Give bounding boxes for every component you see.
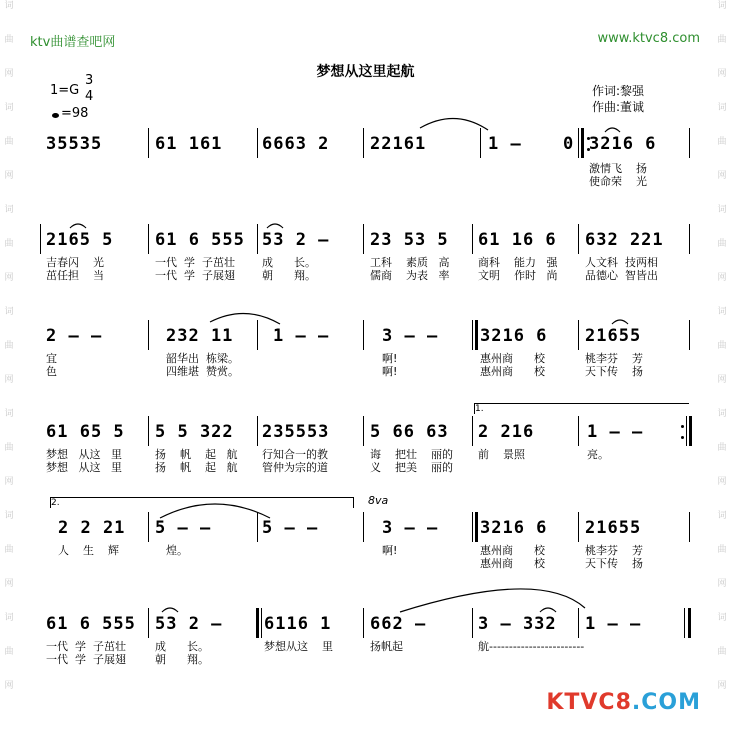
watermark-char: 曲 [717, 137, 727, 147]
measure: 61 65 5 [46, 422, 125, 442]
measure: 5 — — [155, 518, 212, 538]
watermark-char: 词 [4, 1, 14, 11]
slur [70, 224, 86, 228]
lyric: 扬 帆 起 航 扬 帆 起 航 [155, 448, 238, 474]
song-title: 梦想从这里起航 [316, 64, 415, 80]
watermark-char: 曲 [717, 647, 727, 657]
lyric: 韶华出 栋梁。 四维堪 赞赏。 [166, 352, 239, 378]
slur [420, 118, 488, 130]
watermark-char: 词 [717, 409, 727, 419]
lyric: 人 生 辉 [58, 544, 119, 557]
measure: 0 [563, 134, 575, 154]
lyric: 激情飞 扬 使命荣 光 [589, 162, 647, 188]
lyricist-credit: 作词:黎强 [592, 84, 645, 98]
measure: 23 53 5 [370, 230, 449, 250]
lyric: 成 长。 朝 翔。 [155, 640, 209, 666]
watermark-char: 曲 [717, 443, 727, 453]
ottava-mark: 8va [368, 494, 389, 507]
key-signature: 1=G [50, 83, 80, 98]
watermark-char: 网 [4, 273, 14, 283]
watermark-char: 曲 [717, 35, 727, 45]
measure: 1 — — [273, 326, 330, 346]
watermark-char: 词 [717, 613, 727, 623]
lyric: 一代 学 子茁壮 一代 学 子展翅 [155, 256, 235, 282]
lyric: 煌。 [166, 544, 188, 557]
watermark-char: 词 [4, 103, 14, 113]
watermark-char: 曲 [4, 647, 14, 657]
slur [540, 608, 556, 612]
lyric: 啊! 啊! [382, 352, 398, 378]
measure: 232 11 [166, 326, 234, 346]
watermark-char: 网 [717, 579, 727, 589]
measure: 21655 [585, 518, 642, 538]
measure: 21655 [585, 326, 642, 346]
measure: 5 — — [262, 518, 319, 538]
lyric: 成 长。 朝 翔。 [262, 256, 316, 282]
slur [267, 224, 283, 228]
measure: 2 — — [46, 326, 103, 346]
logo-text: KTVC8 [546, 690, 632, 715]
slur [162, 608, 178, 612]
lyric: 惠州商 校 惠州商 校 [480, 544, 545, 570]
measure: 22161 [370, 134, 427, 154]
lyric: 诲 把壮 丽的 义 把美 丽的 [370, 448, 453, 474]
measure: 3216 6 [480, 518, 548, 538]
watermark-char: 网 [717, 171, 727, 181]
measure: 3 — — [382, 518, 439, 538]
slur [612, 320, 628, 324]
watermark-char: 网 [717, 681, 727, 691]
time-signature-bottom: 4 [85, 89, 94, 104]
lyric: 吉春闪 光 茁任担 当 [46, 256, 104, 282]
measure: 2 2 21 [58, 518, 126, 538]
lyric: 扬帆起 [370, 640, 403, 653]
watermark-char: 网 [717, 273, 727, 283]
slur [160, 504, 270, 518]
watermark-char: 网 [717, 69, 727, 79]
volta-number: 1. [475, 404, 484, 414]
watermark-char: 曲 [717, 341, 727, 351]
watermark-char: 曲 [4, 137, 14, 147]
lyric: 桃李芬 芳 天下传 扬 [585, 544, 643, 570]
lyric: 梦想 从这 里 梦想 从这 里 [46, 448, 122, 474]
watermark-char: 词 [4, 205, 14, 215]
measure: 53 2 — [155, 614, 223, 634]
lyric: 工科 素质 高 儒商 为表 率 [370, 256, 450, 282]
measure: 632 221 [585, 230, 664, 250]
watermark-char: 词 [717, 307, 727, 317]
watermark-char: 网 [4, 579, 14, 589]
lyric: 宜 色 [46, 352, 57, 378]
measure: 235553 [262, 422, 330, 442]
lyric: 梦想从这 里 [264, 640, 333, 653]
measure: 6116 1 [264, 614, 332, 634]
measure: 1 — [488, 134, 522, 154]
slur [210, 313, 280, 324]
measure: 2165 5 [46, 230, 114, 250]
measure: 61 6 555 [155, 230, 245, 250]
watermark-char: 词 [4, 511, 14, 521]
watermark-char: 网 [4, 477, 14, 487]
measure: 3 — — [382, 326, 439, 346]
measure: 1 — — [585, 614, 642, 634]
lyric: 一代 学 子茁壮 一代 学 子展翅 [46, 640, 126, 666]
watermark-char: 网 [717, 477, 727, 487]
measure: 35535 [46, 134, 103, 154]
watermark-char: 网 [4, 375, 14, 385]
slur [400, 589, 585, 612]
watermark-char: 网 [4, 69, 14, 79]
lyric: 商科 能力 强 文明 作时 尚 [478, 256, 558, 282]
measure: 61 16 6 [478, 230, 557, 250]
watermark-char: 曲 [717, 239, 727, 249]
measure: 5 5 322 [155, 422, 234, 442]
measure: 53 2 — [262, 230, 330, 250]
watermark-char: 词 [4, 307, 14, 317]
measure: 3 — 332 [478, 614, 557, 634]
measure: 5 66 63 [370, 422, 449, 442]
watermark-char: 曲 [4, 443, 14, 453]
watermark-char: 词 [4, 613, 14, 623]
measure: 6663 2 [262, 134, 330, 154]
measure: 2 216 [478, 422, 535, 442]
measure: 3216 6 [589, 134, 657, 154]
watermark-char: 词 [717, 511, 727, 521]
composer-credit: 作曲:董诚 [592, 100, 645, 114]
watermark-char: 网 [4, 681, 14, 691]
watermark-char: 词 [717, 205, 727, 215]
measure: 1 — — [587, 422, 644, 442]
lyric: 啊! [382, 544, 398, 557]
watermark-char: 网 [717, 375, 727, 385]
watermark-char: 词 [4, 409, 14, 419]
measure: 662 — [370, 614, 427, 634]
watermark-char: 网 [4, 171, 14, 181]
site-url: www.ktvc8.com [597, 31, 700, 46]
slur [605, 128, 620, 132]
lyric: 航------------------------ [478, 640, 585, 653]
logo-suffix: .COM [631, 690, 701, 715]
lyric: 前 景照 [478, 448, 525, 461]
lyric: 惠州商 校 惠州商 校 [480, 352, 545, 378]
watermark-char: 词 [717, 1, 727, 11]
watermark-char: 曲 [717, 545, 727, 555]
measure: 61 6 555 [46, 614, 136, 634]
volta-number: 2. [51, 498, 60, 508]
watermark-char: 曲 [4, 239, 14, 249]
measure: 3216 6 [480, 326, 548, 346]
watermark-char: 曲 [4, 341, 14, 351]
ktvc8-logo [546, 690, 701, 715]
watermark-char: 曲 [4, 35, 14, 45]
lyric: 行知合一的教 管仲为宗的道 [262, 448, 328, 474]
watermark-char: 曲 [4, 545, 14, 555]
lyric: 桃李芬 芳 天下传 扬 [585, 352, 643, 378]
tempo-value: =98 [61, 106, 89, 121]
lyric: 亮。 [587, 448, 609, 461]
lyric: 人文科 技两相 品德心 智皆出 [585, 256, 658, 282]
watermark-char: 词 [717, 103, 727, 113]
time-signature-top: 3 [85, 73, 94, 88]
measure: 61 161 [155, 134, 223, 154]
site-name: ktv曲谱查吧网 [30, 35, 116, 50]
